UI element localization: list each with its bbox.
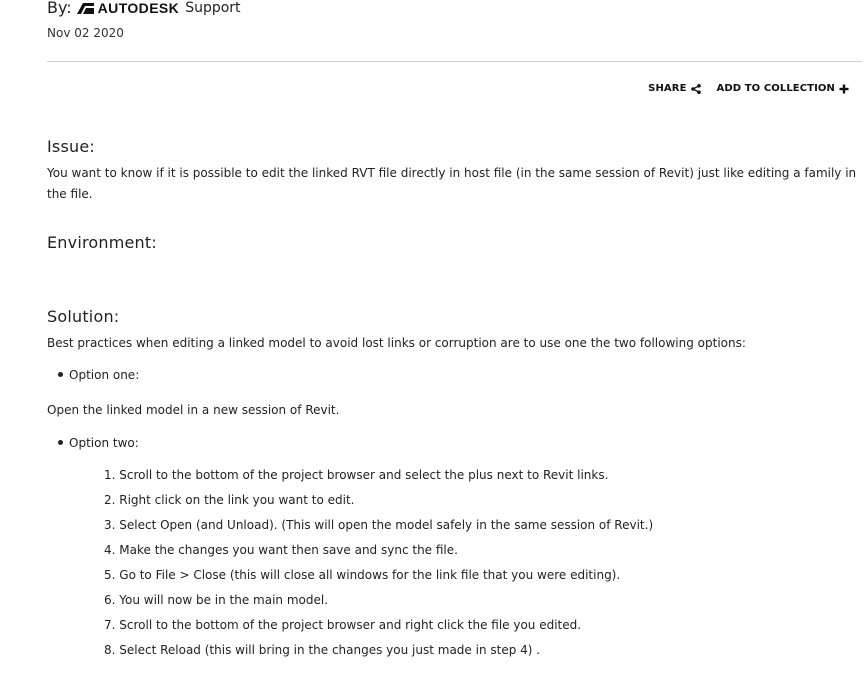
- autodesk-logo-icon: [77, 2, 95, 14]
- bullet-dot: [58, 372, 63, 377]
- option-two-steps: [104, 466, 653, 666]
- solution-heading: Solution:: [47, 307, 120, 326]
- support-label: Support: [185, 0, 241, 16]
- option-two-label: Option two:: [69, 436, 139, 450]
- share-button[interactable]: [648, 83, 700, 94]
- option-one-text: Open the linked model in a new session of Revit.: [47, 403, 340, 417]
- share-icon: [691, 84, 701, 94]
- issue-text: You want to know if it is possible to edit the linked RVT file directly in host file (in the same session of Revit) just like editing a family in the file.: [47, 166, 857, 201]
- environment-heading: Environment:: [47, 233, 157, 252]
- step-item: 4. Make the changes you want then save and sync the file.: [104, 543, 458, 557]
- add-to-collection-button[interactable]: [717, 83, 850, 94]
- share-label: SHARE: [648, 83, 687, 94]
- step-item: 2. Right click on the link you want to edit.: [104, 493, 355, 507]
- step-item: 6. You will now be in the main model.: [104, 593, 329, 607]
- issue-heading: Issue:: [47, 137, 95, 156]
- by-label: By:: [47, 0, 72, 17]
- step-item: 7. Scroll to the bottom of the project browser and right click the file you edited.: [104, 618, 582, 632]
- step-item: 8. Select Reload (this will bring in the changes you just made in step 4) .: [104, 643, 541, 657]
- option-two-item: [58, 436, 139, 450]
- add-to-collection-label: ADD TO COLLECTION: [716, 83, 835, 94]
- article-actions: [648, 83, 849, 94]
- solution-intro: Best practices when editing a linked model to avoid lost links or corruption are to use one the two following options:: [47, 336, 746, 350]
- step-item: 5. Go to File > Close (this will close all windows for the link file that you were editing).: [104, 568, 621, 582]
- author-byline: [47, 0, 241, 17]
- header-divider: [47, 61, 862, 62]
- autodesk-logo-text: AUTODESK: [97, 0, 180, 16]
- autodesk-logo[interactable]: [77, 0, 180, 16]
- plus-icon: [839, 84, 849, 94]
- step-item: 3. Select Open (and Unload). (This will open the model safely in the same session of Revit.): [104, 518, 654, 532]
- bullet-dot: [58, 440, 63, 445]
- publish-date: Nov 02 2020: [47, 26, 124, 40]
- option-one-item: [58, 368, 139, 382]
- step-item: 1. Scroll to the bottom of the project browser and select the plus next to Revit links.: [104, 468, 609, 482]
- option-one-label: Option one:: [69, 368, 140, 382]
